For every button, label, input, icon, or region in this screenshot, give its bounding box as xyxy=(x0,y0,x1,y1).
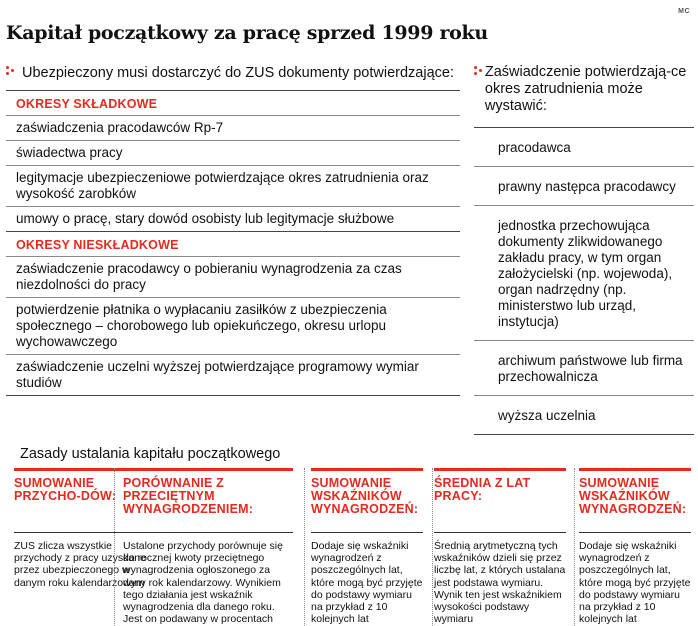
list-item: pracodawca xyxy=(474,128,694,167)
list-item: archiwum państwowe lub firma przechowalnicza xyxy=(474,341,694,396)
list-item: wyższa uczelnia xyxy=(474,396,694,435)
rules-steps xyxy=(14,468,694,626)
list-item: prawny następca pracodawcy xyxy=(474,167,694,206)
rule-step-heading: ŚREDNIA Z LAT PRACY: xyxy=(434,468,566,532)
required-documents-panel xyxy=(6,64,460,396)
rule-step-text: Ustalone przychody porównuje się do rocznej kwoty przeciętnego wynagrodzenia ogłoszonego za dany rok kalendarzowy. Wynikiem tego działania jest wskaźnik wynagrodzenia dla danego roku. Jest on podawany w procentach xyxy=(123,532,293,625)
list-item: świadectwa pracy xyxy=(6,140,460,165)
column-divider xyxy=(432,468,433,626)
list-item: legitymacje ubezpieczeniowe potwierdzające okres zatrudnienia oraz wysokość zarobków xyxy=(6,165,460,206)
issuers-panel xyxy=(474,64,694,435)
rule-step-heading: SUMOWANIE PRZYCHO-DÓW: xyxy=(14,468,149,532)
column-divider xyxy=(114,468,115,626)
list-item: umowy o pracę, stary dowód osobisty lub legitymacje służbowe xyxy=(6,206,460,231)
rule-step-text: Średnią arytmetyczną tych wskaźników dzieli się przez liczbę lat, z których ustalana jest podstawa wymiaru. Wynik ten jest wskaźnikiem wysokości podstawy wymiaru xyxy=(434,532,566,625)
page-title: Kapitał początkowy za pracę sprzed 1999 roku xyxy=(6,22,488,44)
rule-step xyxy=(311,468,423,626)
rule-step-heading: SUMOWANIE WSKAŹNIKÓW WYNAGRODZEŃ: xyxy=(579,468,691,532)
rule-step xyxy=(579,468,691,626)
list-item: zaświadczenie uczelni wyższej potwierdzające programowy wymiar studiów xyxy=(6,354,460,396)
required-documents-heading xyxy=(6,64,460,90)
section-label-non-contributory: OKRESY NIESKŁADKOWE xyxy=(6,231,460,256)
rule-step xyxy=(123,468,293,626)
column-divider xyxy=(574,468,575,626)
rule-step-text: ZUS zlicza wszystkie przychody z pracy uzyskane przez ubezpieczonego w danym roku kalendarzowym xyxy=(14,532,149,589)
section-label-contributory: OKRESY SKŁADKOWE xyxy=(6,90,460,115)
column-divider xyxy=(304,468,305,626)
rules-title: Zasady ustalania kapitału początkowego xyxy=(20,446,281,462)
rule-step xyxy=(434,468,566,626)
rule-step-heading: PORÓWNANIE Z PRZECIĘTNYM WYNAGRODZENIEM: xyxy=(123,468,293,532)
rule-step-heading: SUMOWANIE WSKAŹNIKÓW WYNAGRODZEŃ: xyxy=(311,468,423,532)
issuers-heading-text: Zaświadczenie potwierdzają-ce okres zatrudnienia może wystawić: xyxy=(484,64,687,114)
list-item: zaświadczenie pracodawcy o pobieraniu wynagrodzenia za czas niezdolności do pracy xyxy=(6,256,460,297)
issuers-heading xyxy=(474,64,694,128)
list-item: jednostka przechowująca dokumenty zlikwidowanego zakładu pracy, w tym organ założycielski (np. wojewoda), organ nadrzędny (np. ministerstwo lub urząd, instytucja) xyxy=(474,206,694,341)
credit-mark: MC xyxy=(678,8,690,15)
list-item: potwierdzenie płatnika o wypłacaniu zasiłków z ubezpieczenia społecznego – chorobowego lub opiekuńczego, okresu urlopu wychowawczego xyxy=(6,297,460,354)
rule-step-text: Dodaje się wskaźniki wynagrodzeń z poszczególnych lat, które mogą być przyjęte do podstawy wymiaru na przykład z 10 kolejnych lat xyxy=(579,532,691,625)
required-documents-heading-text: Ubezpieczony musi dostarczyć do ZUS dokumenty potwierdzające: xyxy=(22,65,454,81)
rule-step-text: Dodaje się wskaźniki wynagrodzeń z poszczególnych lat, które mogą być przyjęte do podstawy wymiaru na przykład z 10 kolejnych lat xyxy=(311,532,423,625)
triangle-bullet-icon xyxy=(6,64,16,76)
triangle-bullet-icon xyxy=(474,64,479,76)
list-item: zaświadczenia pracodawców Rp-7 xyxy=(6,115,460,140)
